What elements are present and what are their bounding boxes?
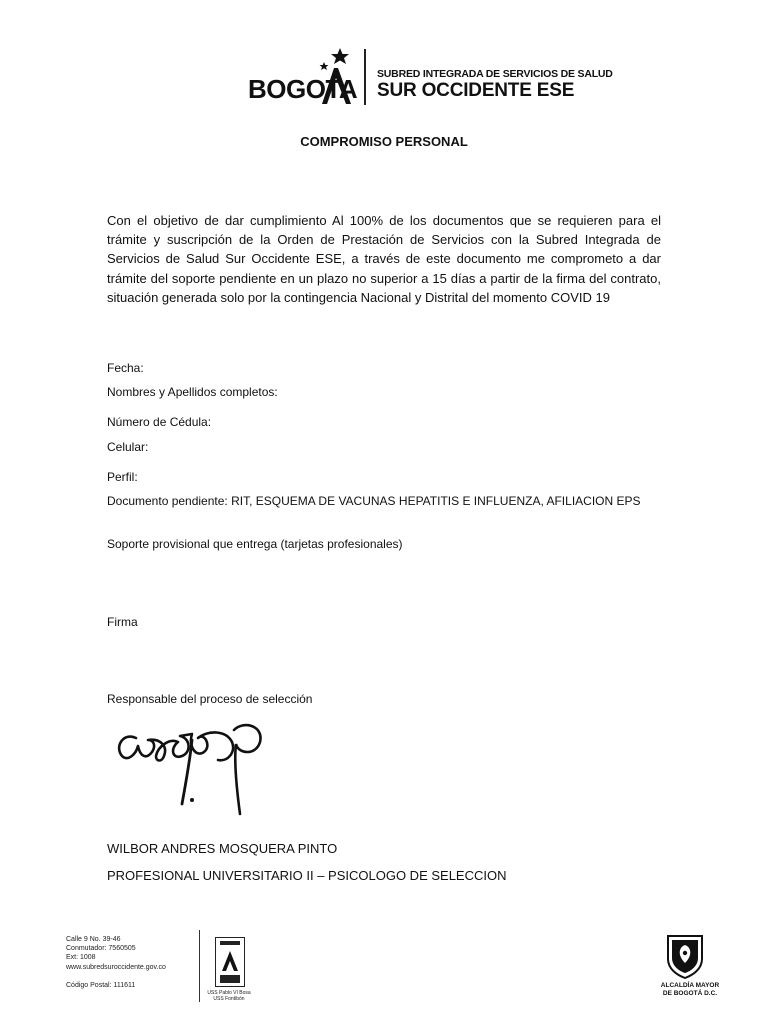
uss-line: USS Pablo VI Bosa bbox=[207, 990, 251, 996]
address-line: Ext: 1008 bbox=[66, 954, 96, 962]
bogota-coat-of-arms-icon bbox=[665, 933, 705, 979]
field-soporte-provisional: Soporte provisional que entrega (tarjetas profesionales) bbox=[107, 537, 403, 551]
uss-line: USS Fontibón bbox=[213, 996, 245, 1002]
website-link[interactable]: www.subredsuroccidente.gov.co bbox=[66, 963, 166, 971]
footer-address bbox=[66, 935, 166, 972]
field-firma: Firma bbox=[107, 615, 138, 629]
entity-name-line1: SUBRED INTEGRADA DE SERVICIOS DE SALUD bbox=[377, 68, 613, 80]
field-fecha: Fecha: bbox=[107, 361, 144, 375]
signatory-position: PROFESIONAL UNIVERSITARIO II – PSICOLOGO DE SELECCION bbox=[107, 868, 507, 883]
address-line: Calle 9 No. 39-46 bbox=[66, 936, 121, 943]
header-divider bbox=[364, 49, 366, 105]
signatory-name: WILBOR ANDRES MOSQUERA PINTO bbox=[107, 841, 338, 856]
alcaldia-label bbox=[640, 982, 740, 998]
handwritten-signature bbox=[108, 716, 278, 816]
commitment-paragraph: Con el objetivo de dar cumplimiento Al 100% de los documentos que se requieren para el trámite y suscripción de la Orden de Prestación de Servicios con la Subred Integrada de Servicios de Salud Sur Occidente ESE, a través de este documento me comprometo a dar trámite del soporte pendiente en un plazo no superior a 15 días a partir de la firma del contrato, situación generada solo por la contingencia Nacional y Distrital del momento COVID 19 bbox=[107, 213, 661, 305]
field-responsable: Responsable del proceso de selección bbox=[107, 692, 313, 706]
address-line: Conmutador: 7560505 bbox=[66, 945, 136, 953]
alcaldia-line2: DE BOGOTÁ D.C. bbox=[662, 990, 718, 997]
uss-logo-icon bbox=[215, 937, 245, 987]
field-celular: Celular: bbox=[107, 440, 149, 454]
document-title: COMPROMISO PERSONAL bbox=[300, 134, 468, 149]
field-nombres: Nombres y Apellidos completos: bbox=[107, 385, 278, 399]
bogota-logo-text: BOGOTA bbox=[248, 74, 358, 104]
entity-name-line2: SUR OCCIDENTE ESE bbox=[377, 80, 575, 101]
alcaldia-line1: ALCALDÍA MAYOR bbox=[660, 982, 720, 989]
uss-names bbox=[199, 990, 259, 1002]
field-perfil: Perfil: bbox=[107, 470, 138, 484]
footer-postal-code: Código Postal: 111611 bbox=[66, 982, 136, 989]
field-documento-pendiente: Documento pendiente: RIT, ESQUEMA DE VACUNAS HEPATITIS E INFLUENZA, AFILIACION EPS bbox=[107, 494, 641, 508]
field-cedula: Número de Cédula: bbox=[107, 415, 212, 429]
star-icon bbox=[316, 46, 356, 106]
